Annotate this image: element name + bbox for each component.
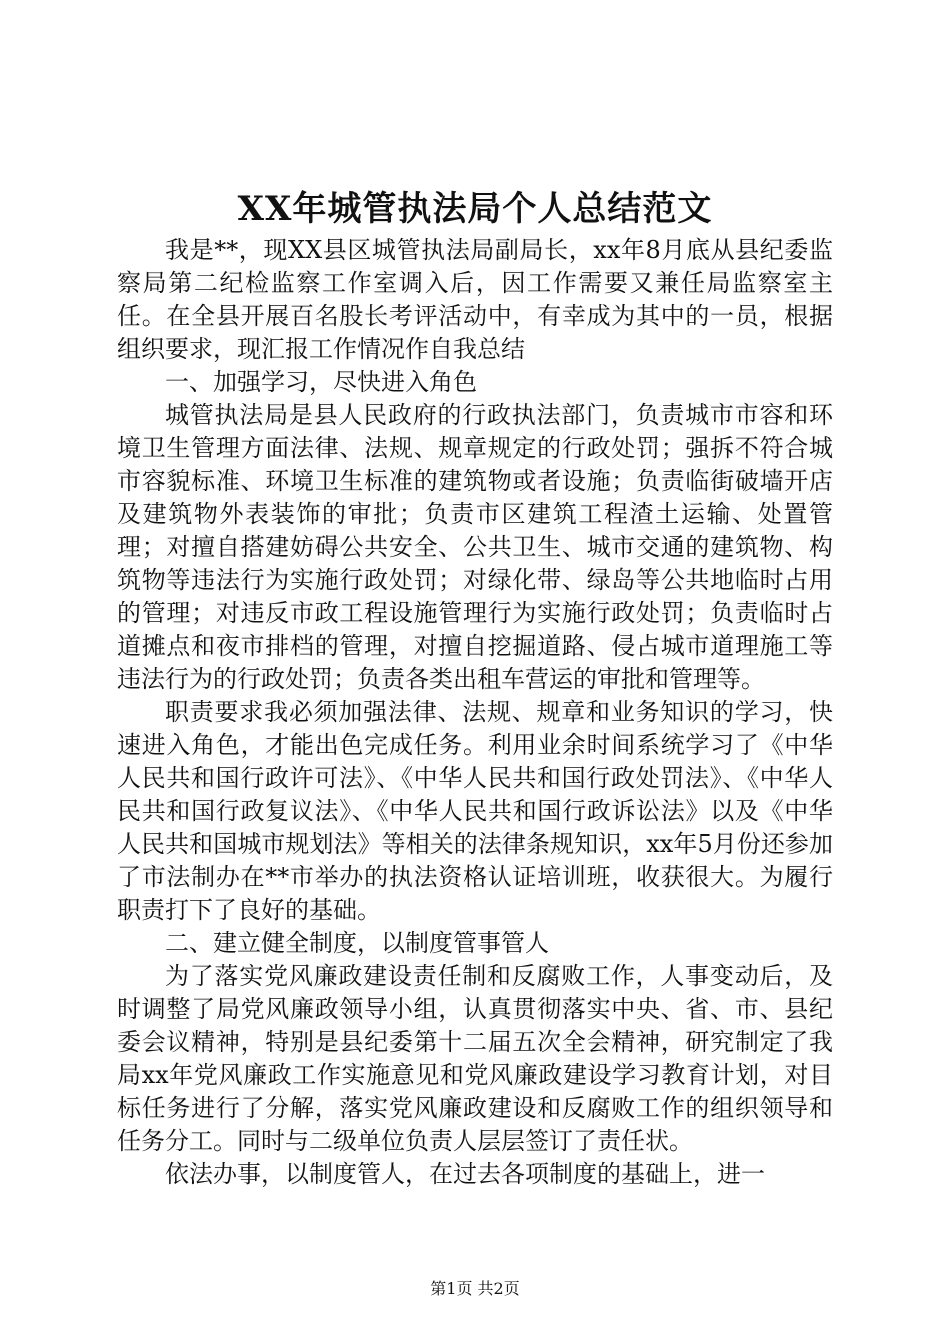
paragraph-study: 职责要求我必须加强法律、法规、规章和业务知识的学习，快速进入角色，才能出色完成任务。利用业余时间系统学习了《中华人民共和国行政许可法》、《中华人民共和国行政处罚法》、《中华人民共和国行政复议法》、《中华人民共和国行政诉讼法》以及《中华人民共和国城市规划法》等相关的法律条规知识，xx年5月份还参加了市法制办在**市举办的执法资格认证培训班，收获很大。为履行职责打下了良好的基础。 bbox=[117, 698, 833, 924]
page-footer: 第1页 共2页 bbox=[430, 1279, 520, 1298]
paragraph-duties: 城管执法局是县人民政府的行政执法部门，负责城市市容和环境卫生管理方面法律、法规、规章规定的行政处罚；强拆不符合城市容貌标准、环境卫生标准的建筑物或者设施；负责临街破墙开店及建筑物外表装饰的审批；负责市区建筑工程渣土运输、处置管理；对擅自搭建妨碍公共安全、公共卫生、城市交通的建筑物、构筑物等违法行为实施行政处罚；对绿化带、绿岛等公共地临时占用的管理；对违反市政工程设施管理行为实施行政处罚；负责临时占道摊点和夜市排档的管理，对擅自挖掘道路、侵占城市道理施工等违法行为的行政处罚；负责各类出租车营运的审批和管理等。 bbox=[117, 401, 833, 693]
document-body bbox=[117, 234, 833, 1191]
paragraph-rules: 依法办事，以制度管人，在过去各项制度的基础上，进一 bbox=[165, 1160, 765, 1188]
paragraph-responsibility: 为了落实党风廉政建设责任制和反腐败工作，人事变动后，及时调整了局党风廉政领导小组，认真贯彻落实中央、省、市、县纪委会议精神，特别是县纪委第十二届五次全会精神，研究制定了我局xx年党风廉政工作实施意见和党风廉政建设学习教育计划，对目标任务进行了分解，落实党风廉政建设和反腐败工作的组织领导和任务分工。同时与二级单位负责人层层签订了责任状。 bbox=[117, 962, 833, 1155]
section-heading-2: 二、建立健全制度，以制度管事管人 bbox=[165, 929, 549, 957]
document-title: XX年城管执法局个人总结范文 bbox=[237, 189, 713, 229]
section-heading-1: 一、加强学习，尽快进入角色 bbox=[165, 368, 477, 396]
paragraph-intro: 我是**，现XX县区城管执法局副局长，xx年8月底从县纪委监察局第二纪检监察工作室调入后，因工作需要又兼任局监察室主任。在全县开展百名股长考评活动中，有幸成为其中的一员，根据组织要求，现汇报工作情况作自我总结 bbox=[117, 236, 833, 363]
